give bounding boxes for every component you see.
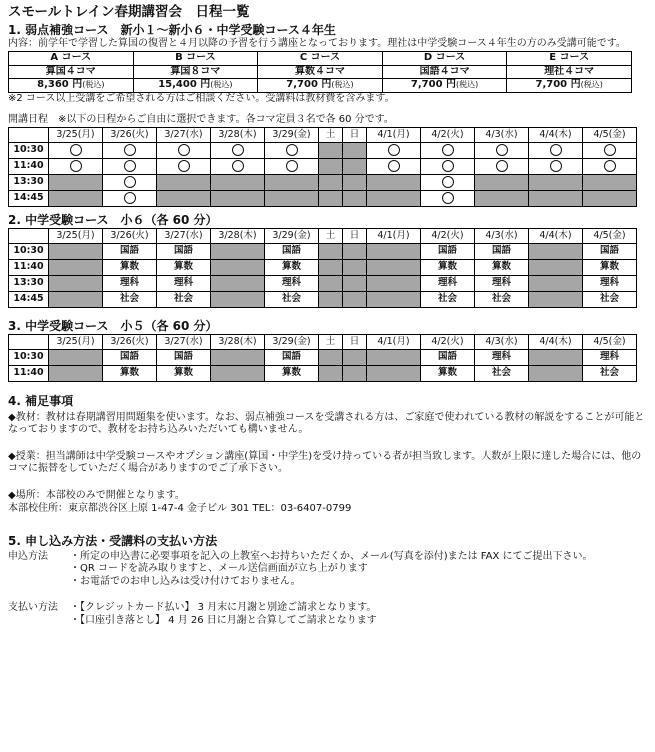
date-header: 土 xyxy=(319,228,343,243)
available-slot xyxy=(367,158,421,174)
date-header: 3/27(水) xyxy=(157,127,211,142)
unavailable-slot xyxy=(211,291,265,307)
circle-icon xyxy=(442,160,454,172)
available-slot xyxy=(421,190,475,206)
unavailable-slot xyxy=(319,365,343,381)
date-header: 4/4(木) xyxy=(529,228,583,243)
unavailable-slot xyxy=(49,190,103,206)
unavailable-slot xyxy=(583,174,637,190)
date-header: 3/29(金) xyxy=(265,127,319,142)
date-header: 日 xyxy=(343,127,367,142)
unavailable-slot xyxy=(343,190,367,206)
page-title: スモールトレイン春期講習会 日程一覧 xyxy=(8,4,250,20)
unavailable-slot xyxy=(367,174,421,190)
subject-slot: 社会 xyxy=(421,291,475,307)
section4-heading: 4. 補足事項 xyxy=(8,393,74,408)
unavailable-slot xyxy=(583,190,637,206)
date-header: 4/2(火) xyxy=(421,127,475,142)
unavailable-slot xyxy=(343,174,367,190)
unavailable-slot xyxy=(319,275,343,291)
circle-icon xyxy=(124,176,136,188)
time-row xyxy=(9,291,637,307)
date-header: 日 xyxy=(343,334,367,349)
unavailable-slot xyxy=(529,291,583,307)
course-price-cell xyxy=(133,79,258,93)
subject-slot: 理科 xyxy=(475,275,529,291)
circle-icon xyxy=(496,144,508,156)
tax-label: (税込) xyxy=(580,80,603,90)
subject-slot: 国語 xyxy=(421,243,475,259)
subject-slot: 社会 xyxy=(583,365,637,381)
time-label: 10:30 xyxy=(9,142,49,158)
subject-slot: 理科 xyxy=(421,275,475,291)
available-slot xyxy=(157,142,211,158)
subject-slot: 算数 xyxy=(157,365,211,381)
subject-slot: 国語 xyxy=(103,349,157,365)
subject-slot: 社会 xyxy=(583,291,637,307)
apply-method xyxy=(8,551,648,628)
unavailable-slot xyxy=(49,291,103,307)
date-header: 3/27(水) xyxy=(157,228,211,243)
date-header: 土 xyxy=(319,334,343,349)
date-header: 4/1(月) xyxy=(367,334,421,349)
subject-slot: 国語 xyxy=(157,349,211,365)
course-name: B コース xyxy=(133,52,258,66)
unavailable-slot xyxy=(49,365,103,381)
subject-slot: 国語 xyxy=(583,243,637,259)
available-slot xyxy=(103,158,157,174)
section1-description: 内容：前学年で学習した算国の復習と４月以降の予習を行う講座となっております。理社は中学受験コース４年生の方のみ受講可能です。 xyxy=(8,37,626,49)
date-header: 4/5(金) xyxy=(583,127,637,142)
unavailable-slot xyxy=(529,243,583,259)
unavailable-slot xyxy=(367,365,421,381)
subject-slot: 理科 xyxy=(103,275,157,291)
time-label: 13:30 xyxy=(9,275,49,291)
unavailable-slot xyxy=(343,365,367,381)
page xyxy=(8,4,648,627)
course-detail: 理社４コマ xyxy=(507,65,632,79)
unavailable-slot xyxy=(211,174,265,190)
course-name: C コース xyxy=(258,52,383,66)
date-header: 3/28(木) xyxy=(211,228,265,243)
subject-slot: 算数 xyxy=(475,259,529,275)
subject-slot: 算数 xyxy=(421,365,475,381)
circle-icon xyxy=(232,160,244,172)
time-row xyxy=(9,142,637,158)
section1-heading: 1. 弱点補強コース 新小１〜新小６・中学受験コース４年生 xyxy=(8,22,336,37)
time-row xyxy=(9,190,637,206)
available-slot xyxy=(211,142,265,158)
date-header: 3/29(金) xyxy=(265,228,319,243)
subject-slot: 算数 xyxy=(421,259,475,275)
unavailable-slot xyxy=(211,243,265,259)
apply-item: ・お電話でのお申し込みは受け付けておりません。 xyxy=(70,575,301,587)
subject-slot: 理科 xyxy=(583,275,637,291)
available-slot xyxy=(49,158,103,174)
date-header: 3/25(月) xyxy=(49,127,103,142)
unavailable-slot xyxy=(211,190,265,206)
unavailable-slot xyxy=(319,259,343,275)
subject-slot: 算数 xyxy=(103,259,157,275)
note-materials: ◆教材：教材は春期講習用問題集を使います。なお、弱点補強コースを受講される方は、ご家庭で使われている教材の解説をすることが可能となっておりますので、教材をお持ち込みいただいても構いません。 xyxy=(8,411,645,436)
course-price-cell xyxy=(507,79,632,93)
subject-slot: 理科 xyxy=(157,275,211,291)
time-row xyxy=(9,174,637,190)
course-detail: 国語４コマ xyxy=(382,65,507,79)
circle-icon xyxy=(388,144,400,156)
available-slot xyxy=(49,142,103,158)
available-slot xyxy=(583,158,637,174)
available-slot xyxy=(103,174,157,190)
date-header-row xyxy=(9,127,637,142)
date-header: 土 xyxy=(319,127,343,142)
time-label: 11:40 xyxy=(9,259,49,275)
unavailable-slot xyxy=(343,291,367,307)
circle-icon xyxy=(388,160,400,172)
course-price: 15,400 円 xyxy=(158,79,211,91)
date-header: 4/2(火) xyxy=(421,334,475,349)
available-slot xyxy=(529,142,583,158)
circle-icon xyxy=(178,160,190,172)
circle-icon xyxy=(124,144,136,156)
subject-slot: 算数 xyxy=(265,259,319,275)
circle-icon xyxy=(442,144,454,156)
unavailable-slot xyxy=(475,190,529,206)
unavailable-slot xyxy=(49,349,103,365)
course-detail-row xyxy=(9,65,632,79)
time-row xyxy=(9,365,637,381)
unavailable-slot xyxy=(529,365,583,381)
subject-slot: 社会 xyxy=(475,365,529,381)
date-header: 日 xyxy=(343,228,367,243)
circle-icon xyxy=(232,144,244,156)
subject-slot: 国語 xyxy=(265,243,319,259)
date-header: 4/3(水) xyxy=(475,228,529,243)
unavailable-slot xyxy=(319,174,343,190)
circle-icon xyxy=(178,144,190,156)
course-price: 7,700 円 xyxy=(286,79,332,91)
available-slot xyxy=(421,158,475,174)
unavailable-slot xyxy=(265,190,319,206)
unavailable-slot xyxy=(343,142,367,158)
date-header: 4/5(金) xyxy=(583,334,637,349)
unavailable-slot xyxy=(367,243,421,259)
time-row xyxy=(9,349,637,365)
unavailable-slot xyxy=(529,349,583,365)
unavailable-slot xyxy=(343,349,367,365)
date-header: 3/26(火) xyxy=(103,127,157,142)
schedule-label: 開講日程 ※以下の日程からご自由に選択できます。各コマ定員３名で各 60 分です。 xyxy=(8,114,394,126)
corner-cell xyxy=(9,334,49,349)
course-name-row xyxy=(9,52,632,66)
course-price-row xyxy=(9,79,632,93)
circle-icon xyxy=(70,160,82,172)
circle-icon xyxy=(550,160,562,172)
unavailable-slot xyxy=(367,349,421,365)
circle-icon xyxy=(604,144,616,156)
unavailable-slot xyxy=(319,190,343,206)
subject-slot: 国語 xyxy=(421,349,475,365)
unavailable-slot xyxy=(319,349,343,365)
unavailable-slot xyxy=(319,291,343,307)
circle-icon xyxy=(442,192,454,204)
time-label: 14:45 xyxy=(9,291,49,307)
unavailable-slot xyxy=(319,142,343,158)
schedule-table-weak-point xyxy=(8,127,637,207)
corner-cell xyxy=(9,127,49,142)
available-slot xyxy=(265,158,319,174)
subject-slot: 算数 xyxy=(583,259,637,275)
date-header: 3/25(月) xyxy=(49,228,103,243)
note-lessons: ◆授業：担当講師は中学受験コースやオプション講座(算国・中学生)を受け持っている者が担当致します。人数が上限に達した場合には、他のコマに振替をしていただく場合がありますのでご了承下さい。 xyxy=(8,450,642,475)
unavailable-slot xyxy=(529,259,583,275)
unavailable-slot xyxy=(319,158,343,174)
circle-icon xyxy=(286,144,298,156)
time-label: 10:30 xyxy=(9,349,49,365)
time-row xyxy=(9,158,637,174)
subject-slot: 社会 xyxy=(475,291,529,307)
section2-heading: 2. 中学受験コース 小６（各 60 分） xyxy=(8,212,218,227)
section1-note: ※2 コース以上受講をご希望される方はご相談ください。受講料は教材費を含みます。 xyxy=(8,92,395,104)
pay-item: ・【口座引き落とし】 4 月 26 日に月謝と合算してご請求となります xyxy=(70,614,377,626)
available-slot xyxy=(157,158,211,174)
available-slot xyxy=(421,142,475,158)
unavailable-slot xyxy=(343,275,367,291)
unavailable-slot xyxy=(319,243,343,259)
unavailable-slot xyxy=(367,291,421,307)
course-price-cell xyxy=(382,79,507,93)
time-row xyxy=(9,243,637,259)
available-slot xyxy=(103,190,157,206)
time-row xyxy=(9,275,637,291)
available-slot xyxy=(475,142,529,158)
subject-slot: 社会 xyxy=(265,291,319,307)
unavailable-slot xyxy=(157,174,211,190)
pay-row xyxy=(8,602,648,627)
tax-label: (税込) xyxy=(210,80,233,90)
unavailable-slot xyxy=(367,275,421,291)
time-label: 14:45 xyxy=(9,190,49,206)
unavailable-slot xyxy=(343,158,367,174)
date-header: 4/2(火) xyxy=(421,228,475,243)
unavailable-slot xyxy=(367,259,421,275)
date-header: 3/28(木) xyxy=(211,334,265,349)
available-slot xyxy=(367,142,421,158)
available-slot xyxy=(421,174,475,190)
apply-items xyxy=(70,551,648,589)
schedule-table-grade5 xyxy=(8,334,637,382)
pay-item: ・【クレジットカード払い】 3 月末に月謝と別途ご請求となります。 xyxy=(70,602,377,614)
date-header: 4/4(木) xyxy=(529,334,583,349)
available-slot xyxy=(475,158,529,174)
available-slot xyxy=(529,158,583,174)
date-header: 3/25(月) xyxy=(49,334,103,349)
unavailable-slot xyxy=(529,174,583,190)
subject-slot: 国語 xyxy=(157,243,211,259)
course-price: 7,700 円 xyxy=(535,79,581,91)
available-slot xyxy=(583,142,637,158)
unavailable-slot xyxy=(49,243,103,259)
date-header: 3/26(火) xyxy=(103,334,157,349)
circle-icon xyxy=(124,160,136,172)
date-header: 4/5(金) xyxy=(583,228,637,243)
course-name: D コース xyxy=(382,52,507,66)
unavailable-slot xyxy=(211,259,265,275)
subject-slot: 国語 xyxy=(475,243,529,259)
date-header: 3/29(金) xyxy=(265,334,319,349)
corner-cell xyxy=(9,228,49,243)
circle-icon xyxy=(550,144,562,156)
date-header: 3/27(水) xyxy=(157,334,211,349)
unavailable-slot xyxy=(211,275,265,291)
subject-slot: 国語 xyxy=(265,349,319,365)
available-slot xyxy=(103,142,157,158)
course-detail: 算国８コマ xyxy=(133,65,258,79)
course-price-cell xyxy=(258,79,383,93)
unavailable-slot xyxy=(475,174,529,190)
unavailable-slot xyxy=(367,190,421,206)
unavailable-slot xyxy=(157,190,211,206)
note-address: 本部校住所：東京都渋谷区上原 1-47-4 金子ビル 301 TEL：03-6407-0799 xyxy=(8,503,352,515)
course-detail: 算国４コマ xyxy=(9,65,134,79)
tax-label: (税込) xyxy=(82,80,105,90)
date-header-row xyxy=(9,334,637,349)
unavailable-slot xyxy=(265,174,319,190)
unavailable-slot xyxy=(211,365,265,381)
circle-icon xyxy=(604,160,616,172)
course-name: E コース xyxy=(507,52,632,66)
unavailable-slot xyxy=(49,259,103,275)
date-header-row xyxy=(9,228,637,243)
available-slot xyxy=(265,142,319,158)
subject-slot: 算数 xyxy=(103,365,157,381)
course-detail: 算数４コマ xyxy=(258,65,383,79)
apply-row xyxy=(8,551,648,589)
date-header: 3/28(木) xyxy=(211,127,265,142)
circle-icon xyxy=(286,160,298,172)
unavailable-slot xyxy=(529,190,583,206)
section5-heading: 5. 申し込み方法・受講料の支払い方法 xyxy=(8,533,218,548)
unavailable-slot xyxy=(211,349,265,365)
subject-slot: 算数 xyxy=(265,365,319,381)
course-name: A コース xyxy=(9,52,134,66)
unavailable-slot xyxy=(49,174,103,190)
tax-label: (税込) xyxy=(456,80,479,90)
tax-label: (税込) xyxy=(331,80,354,90)
subject-slot: 理科 xyxy=(475,349,529,365)
date-header: 3/26(火) xyxy=(103,228,157,243)
available-slot xyxy=(211,158,265,174)
apply-item: ・QR コードを読み取りますと、メール送信画面が立ち上がります xyxy=(70,563,368,575)
time-label: 11:40 xyxy=(9,365,49,381)
date-header: 4/3(水) xyxy=(475,127,529,142)
circle-icon xyxy=(124,192,136,204)
date-header: 4/4(木) xyxy=(529,127,583,142)
unavailable-slot xyxy=(529,275,583,291)
subject-slot: 国語 xyxy=(103,243,157,259)
section3-heading: 3. 中学受験コース 小５（各 60 分） xyxy=(8,318,218,333)
date-header: 4/1(月) xyxy=(367,228,421,243)
unavailable-slot xyxy=(343,243,367,259)
time-label: 13:30 xyxy=(9,174,49,190)
time-label: 11:40 xyxy=(9,158,49,174)
time-label: 10:30 xyxy=(9,243,49,259)
subject-slot: 社会 xyxy=(103,291,157,307)
course-price-cell xyxy=(9,79,134,93)
pay-items xyxy=(70,602,648,627)
course-price-table xyxy=(8,51,632,93)
apply-item: ・所定の申込書に必要事項を記入の上教室へお持ちいただくか、メール(写真を添付)または FAX にてご提出下さい。 xyxy=(70,550,593,562)
apply-label: 申込方法 xyxy=(8,550,48,562)
course-price: 8,360 円 xyxy=(37,79,83,91)
date-header: 4/3(水) xyxy=(475,334,529,349)
schedule-table-grade6 xyxy=(8,228,637,308)
unavailable-slot xyxy=(343,259,367,275)
subject-slot: 算数 xyxy=(157,259,211,275)
note-location: ◆場所：本部校のみで開催となります。 xyxy=(8,489,185,501)
date-header: 4/1(月) xyxy=(367,127,421,142)
time-row xyxy=(9,259,637,275)
subject-slot: 理科 xyxy=(583,349,637,365)
subject-slot: 理科 xyxy=(265,275,319,291)
circle-icon xyxy=(496,160,508,172)
circle-icon xyxy=(70,144,82,156)
unavailable-slot xyxy=(49,275,103,291)
course-price: 7,700 円 xyxy=(410,79,457,91)
subject-slot: 社会 xyxy=(157,291,211,307)
pay-label: 支払い方法 xyxy=(8,602,58,614)
circle-icon xyxy=(442,176,454,188)
